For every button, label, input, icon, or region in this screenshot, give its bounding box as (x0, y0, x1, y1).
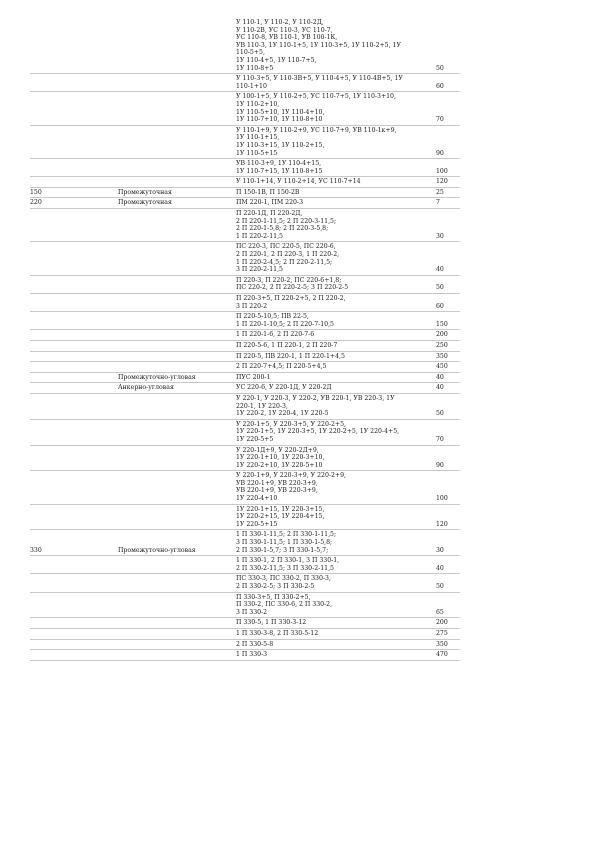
length-cell: 40 (436, 242, 460, 275)
support-code-line: 3 П 330-1-11,5; 1 П 330-1-5,8; (236, 539, 333, 547)
support-codes-cell (236, 650, 436, 661)
table-row (30, 419, 460, 445)
support-code-line: П 220-3, П 220-2, ПС 220-6+1,8; (236, 276, 342, 284)
support-codes-cell (236, 125, 436, 158)
support-type-cell (118, 275, 236, 293)
support-type-cell (118, 294, 236, 312)
table-row (30, 628, 460, 639)
table-row (30, 393, 460, 419)
support-type-cell (118, 471, 236, 504)
table-row (30, 177, 460, 188)
support-type-cell (118, 351, 236, 362)
support-code-line: 3 П 220-2-11,5 (236, 266, 283, 274)
support-codes-cell (236, 471, 436, 504)
voltage-cell (30, 125, 118, 158)
support-type-cell (118, 504, 236, 530)
support-code-line: 1У 110-1+15, (236, 134, 280, 142)
support-code-line: ПУС 200-1 (236, 373, 271, 381)
support-code-line: У 110-3+5, У 110-3В+5, У 110-4+5, У 110-4В+5, 1У (236, 75, 403, 83)
support-code-line: 110-5+5, (236, 49, 265, 57)
support-type-cell (118, 159, 236, 177)
support-code-line: ПС 220-3, ПС 220-5, ПС 220-6, (236, 243, 336, 251)
support-code-line: 1У 220-5+5 (236, 435, 274, 443)
length-cell: 30 (436, 209, 460, 242)
length-cell: 150 (436, 312, 460, 330)
length-cell: 120 (436, 177, 460, 188)
support-codes-cell (236, 362, 436, 373)
support-type-cell (118, 18, 236, 74)
table-row (30, 242, 460, 275)
support-codes-cell (236, 504, 436, 530)
support-codes-cell (236, 419, 436, 445)
support-codes-cell (236, 351, 436, 362)
table-row (30, 383, 460, 394)
voltage-cell (30, 340, 118, 351)
voltage-cell (30, 445, 118, 471)
support-type-cell: Промежуточно-угловая (118, 530, 236, 556)
support-type-cell (118, 340, 236, 351)
support-code-line: 1У 110-7+10, 1У 110-8+10 (236, 116, 323, 124)
table-row (30, 340, 460, 351)
support-codes-cell (236, 340, 436, 351)
table-row (30, 362, 460, 373)
length-cell: 40 (436, 556, 460, 574)
voltage-cell (30, 92, 118, 125)
support-type-cell (118, 242, 236, 275)
support-code-line: 3 П 330-2 (236, 608, 268, 616)
voltage-cell (30, 639, 118, 650)
support-code-line: 1 П 220-2-4,5; 2 П 220-2-11,5; (236, 258, 333, 266)
support-code-line: П 220-5-10,5; ПВ 22-5, (236, 313, 309, 321)
table-row (30, 74, 460, 92)
support-code-line: 2 П 330-5-8 (236, 640, 274, 648)
length-cell: 40 (436, 383, 460, 394)
support-code-line: 2 П 220-1, 2 П 220-3, 1 П 220-2, (236, 251, 340, 259)
support-code-line: УВ 220-1+9, УВ 220-3+9, (236, 479, 318, 487)
support-codes-cell (236, 74, 436, 92)
length-cell: 50 (436, 574, 460, 592)
table-row (30, 504, 460, 530)
support-type-cell (118, 177, 236, 188)
support-code-line: ПМ 220-1, ПМ 220-3 (236, 199, 304, 207)
support-code-line: У 100-1+5, У 110-2+5, УС 110-7+5, 1У 110-3+10, (236, 93, 396, 101)
support-code-line: П 330-2, ПС 330-6, 2 П 330-2, (236, 601, 333, 609)
support-type-cell (118, 592, 236, 618)
support-type-cell (118, 574, 236, 592)
support-codes-cell (236, 556, 436, 574)
support-code-line: У 110-1+14, У 110-2+14, УС 110-7+14 (236, 178, 361, 186)
table-row (30, 159, 460, 177)
support-codes-cell (236, 312, 436, 330)
table-row (30, 125, 460, 158)
support-codes-cell (236, 18, 436, 74)
voltage-cell (30, 471, 118, 504)
voltage-cell (30, 351, 118, 362)
support-code-line: 1 П 330-1-11,5; 2 П 330-1-11,5; (236, 531, 337, 539)
length-cell: 200 (436, 330, 460, 341)
support-code-line: 1У 220-2, 1У 220-4, 1У 220-5 (236, 410, 329, 418)
support-code-line: 1У 110-5+10, 1У 110-4+10, (236, 108, 325, 116)
support-code-line: УВ 220-1+9, УВ 220-3+9, (236, 487, 318, 495)
support-code-line: П 220-5-6, 1 П 220-1, 2 П 220-7 (236, 341, 338, 349)
support-code-line: У 220-1+9, У 220-3+9, У 220-2+9, (236, 472, 347, 480)
support-codes-cell (236, 187, 436, 198)
table-row (30, 639, 460, 650)
support-code-line: 1 П 330-3-8, 2 П 330-5-12 (236, 629, 319, 637)
support-code-line: 2 П 330-1-5,7; 3 П 330-1-5,7; (236, 546, 329, 554)
support-code-line: 2 П 220-7+4,5; П 220-5+4,5 (236, 363, 327, 371)
support-code-line: 1 П 220-1-10,5; 2 П 220-7-10,5 (236, 320, 334, 328)
support-code-line: 1У 220-2+15, 1У 220-4+15, (236, 513, 325, 521)
length-cell: 120 (436, 504, 460, 530)
table-row (30, 445, 460, 471)
voltage-cell (30, 372, 118, 383)
support-code-line: 2 П 330-2-11,5; 3 П 330-2-11,5 (236, 564, 334, 572)
support-code-line: 1У 220-2+10, 1У 220-5+10 (236, 461, 323, 469)
table-row (30, 18, 460, 74)
support-code-line: 1 П 220-1-6, 2 П 220-7-6 (236, 331, 315, 339)
voltage-cell (30, 383, 118, 394)
support-codes-cell (236, 92, 436, 125)
length-cell: 470 (436, 650, 460, 661)
support-code-line: 1У 110-3+15, 1У 110-2+15, (236, 141, 325, 149)
table-row (30, 592, 460, 618)
support-type-cell: Промежуточная (118, 198, 236, 209)
support-type-cell (118, 618, 236, 629)
support-codes-cell (236, 275, 436, 293)
voltage-cell (30, 419, 118, 445)
support-type-cell (118, 556, 236, 574)
voltage-cell (30, 159, 118, 177)
length-cell: 100 (436, 471, 460, 504)
voltage-cell (30, 242, 118, 275)
voltage-cell (30, 312, 118, 330)
support-codes-cell (236, 242, 436, 275)
support-codes-cell (236, 294, 436, 312)
support-code-line: 1 П 330-3 (236, 651, 268, 659)
length-cell: 70 (436, 92, 460, 125)
support-type-cell (118, 419, 236, 445)
length-cell: 65 (436, 592, 460, 618)
support-code-line: 1У 220-4+10 (236, 495, 278, 503)
support-type-cell (118, 330, 236, 341)
table-row (30, 209, 460, 242)
support-codes-cell (236, 628, 436, 639)
length-cell: 200 (436, 618, 460, 629)
voltage-cell (30, 504, 118, 530)
length-cell: 50 (436, 275, 460, 293)
support-codes-cell (236, 372, 436, 383)
support-type-cell (118, 639, 236, 650)
support-code-line: УВ 110-3+9, 1У 110-4+15, (236, 160, 322, 168)
support-code-line: УВ 110-3, 1У 110-1+5, 1У 110-3+5, 1У 110-2+5, 1У (236, 41, 401, 49)
support-code-line: У 220-1Д+9, У 220-2Д+9, (236, 446, 319, 454)
table-row (30, 187, 460, 198)
voltage-cell (30, 628, 118, 639)
support-codes-cell (236, 445, 436, 471)
length-cell: 350 (436, 639, 460, 650)
length-cell: 30 (436, 530, 460, 556)
support-code-line: 1У 220-5+15 (236, 520, 278, 528)
support-codes-cell (236, 209, 436, 242)
support-code-line: У 110-1+9, У 110-2+9, УС 110-7+9, УВ 110-1к+9, (236, 126, 397, 134)
voltage-cell (30, 650, 118, 661)
voltage-cell (30, 18, 118, 74)
support-code-line: П 150-1В, П 150-2В (236, 188, 300, 196)
support-type-cell (118, 312, 236, 330)
length-cell: 50 (436, 18, 460, 74)
support-codes-cell (236, 198, 436, 209)
support-code-line: П 220-3+5, П 220-2+5, 2 П 220-2, (236, 295, 346, 302)
length-cell: 90 (436, 125, 460, 158)
support-code-line: 1 П 330-1, 2 П 330-1, 3 П 330-1, (236, 557, 340, 565)
support-codes-cell (236, 618, 436, 629)
table-row (30, 530, 460, 556)
support-code-line: 2 П 220-1-11,5; 2 П 220-3-11,5; (236, 217, 337, 225)
support-type-cell (118, 393, 236, 419)
support-code-line: ПС 220-2, 2 П 220-2-5; 3 П 220-2-5 (236, 284, 349, 292)
support-codes-cell (236, 383, 436, 394)
support-type-cell (118, 74, 236, 92)
length-cell: 350 (436, 351, 460, 362)
support-code-line: УС 220-6, У 220-1Д, У 220-2Д (236, 384, 332, 392)
support-code-line: 1У 110-7+15, 1У 110-8+15 (236, 167, 323, 175)
length-cell: 250 (436, 340, 460, 351)
voltage-cell (30, 393, 118, 419)
table-row (30, 372, 460, 383)
support-type-cell (118, 125, 236, 158)
support-type-cell (118, 445, 236, 471)
table-row (30, 574, 460, 592)
voltage-cell (30, 275, 118, 293)
support-code-line: 1У 110-5+15 (236, 149, 278, 157)
support-code-line: 1У 110-8+5 (236, 64, 274, 72)
support-type-cell (118, 92, 236, 125)
support-code-line: 110-1+10 (236, 82, 267, 90)
table-row (30, 198, 460, 209)
voltage-cell (30, 209, 118, 242)
table-row (30, 650, 460, 661)
table-row (30, 471, 460, 504)
support-code-line: П 220-1Д, П 220-2Д, (236, 210, 303, 218)
length-cell: 50 (436, 393, 460, 419)
support-codes-cell (236, 592, 436, 618)
voltage-cell (30, 574, 118, 592)
table-row (30, 351, 460, 362)
support-type-cell (118, 362, 236, 373)
support-code-line: 220-1, 1У 220-3, (236, 402, 288, 410)
support-code-line: У 110-1, У 110-2, У 110-2Д, (236, 19, 324, 26)
support-type-cell (118, 650, 236, 661)
voltage-cell (30, 177, 118, 188)
voltage-cell: 150 (30, 187, 118, 198)
length-cell: 100 (436, 159, 460, 177)
length-cell: 25 (436, 187, 460, 198)
support-code-line: 1У 220-1+5, 1У 220-3+5, 1У 220-2+5, 1У 220-4+5, (236, 428, 400, 436)
support-type-cell: Анкерно-угловая (118, 383, 236, 394)
length-cell: 90 (436, 445, 460, 471)
table-row (30, 294, 460, 312)
voltage-cell (30, 592, 118, 618)
support-type-cell: Промежуточная (118, 187, 236, 198)
table-row (30, 618, 460, 629)
support-type-cell (118, 209, 236, 242)
length-cell: 40 (436, 372, 460, 383)
support-code-line: У 220-1, У 220-3, У 220-2, УВ 220-1, УВ 220-3, 1У (236, 394, 395, 402)
support-codes-cell (236, 393, 436, 419)
voltage-cell (30, 362, 118, 373)
support-codes-cell (236, 530, 436, 556)
length-cell: 275 (436, 628, 460, 639)
voltage-cell (30, 74, 118, 92)
table-row (30, 556, 460, 574)
table-row (30, 92, 460, 125)
length-cell: 450 (436, 362, 460, 373)
table-row (30, 275, 460, 293)
support-code-line: П 220-5, ПВ 220-1, 1 П 220-1+4,5 (236, 352, 345, 360)
support-codes-cell (236, 639, 436, 650)
support-code-line: П 330-5, 1 П 330-3-12 (236, 619, 307, 627)
support-code-line: 1У 220-1+10, 1У 220-3+10, (236, 454, 325, 462)
length-cell: 7 (436, 198, 460, 209)
voltage-cell: 220 (30, 198, 118, 209)
support-code-line: 1У 110-2+10, (236, 100, 280, 108)
support-codes-cell (236, 330, 436, 341)
support-type-cell (118, 628, 236, 639)
support-code-line: ПС 330-3, ПС 330-2, П 330-3, (236, 575, 331, 583)
support-code-line: 1У 220-1+15, 1У 220-3+15, (236, 505, 325, 513)
support-code-line: 2 П 220-1-5,8; 2 П 220-3-5,8; (236, 225, 329, 233)
length-cell: 60 (436, 74, 460, 92)
support-code-line: 1У 110-4+5, 1У 110-7+5, (236, 56, 317, 64)
support-codes-cell (236, 177, 436, 188)
voltage-cell (30, 330, 118, 341)
support-code-line: 2 П 330-2-5; 3 П 330-2-5 (236, 583, 315, 590)
voltage-cell: 330 (30, 530, 118, 556)
length-cell: 60 (436, 294, 460, 312)
support-code-line: 1 П 220-2-11,5 (236, 232, 283, 240)
support-code-line: УС 110-8, УВ 110-1, УВ 100-1К, (236, 34, 338, 42)
support-type-cell: Промежуточно-угловая (118, 372, 236, 383)
support-code-line: У 110-2В, УС 110-3, УС 110-7, (236, 26, 333, 34)
support-codes-cell (236, 159, 436, 177)
table-row (30, 330, 460, 341)
supports-table (30, 18, 460, 661)
support-code-line: У 220-1+5, У 220-3+5, У 220-2+5, (236, 420, 347, 428)
voltage-cell (30, 618, 118, 629)
length-cell: 70 (436, 419, 460, 445)
voltage-cell (30, 294, 118, 312)
support-codes-cell (236, 574, 436, 592)
supports-table-body (30, 18, 460, 660)
support-code-line: 3 П 220-2 (236, 302, 268, 310)
support-code-line: П 330-3+5, П 330-2+5, (236, 593, 311, 601)
voltage-cell (30, 556, 118, 574)
table-row (30, 312, 460, 330)
